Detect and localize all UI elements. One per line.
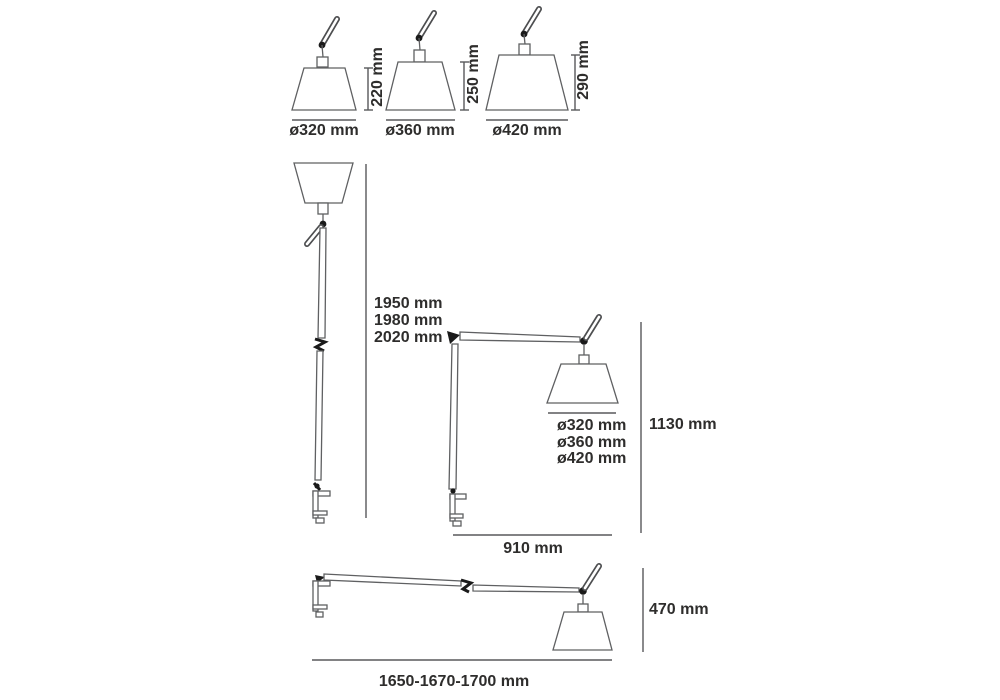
label-shade-360-height: 250 mm [465,44,482,104]
upper-arm [318,228,326,338]
clamp-screw [453,521,461,526]
wrist-joint [450,488,455,493]
shade-neck [578,604,588,612]
shade-360-drawing [386,13,469,120]
first-arm [324,574,461,586]
label-floor-height-option-2: 1980 mm [374,312,443,329]
shade-cone [386,62,455,110]
label-floor-height-option-3: 2020 mm [374,329,443,346]
label-shade-320-diameter: ø320 mm [289,122,359,139]
label-table-shade-diameter-2: ø360 mm [557,434,627,451]
clamp-foot [313,511,327,515]
shade-neck [318,203,328,214]
label-shade-320-height: 220 mm [369,47,386,107]
elbow-joint [461,580,471,592]
label-table-reach: 910 mm [503,540,563,557]
clamp-screw [316,612,323,617]
label-shade-420-diameter: ø420 mm [492,122,562,139]
clamp-foot [450,514,463,518]
extended-version-drawing [312,566,643,660]
shade-320-drawing [292,19,373,120]
floor-version-drawing [294,163,366,523]
label-floor-height-option-1: 1950 mm [374,295,443,312]
shade-cone [553,612,612,650]
label-shade-420-height: 290 mm [575,40,592,100]
shade-neck [317,57,328,67]
shade-cone-inverted [294,163,353,203]
shade-neck [519,44,530,55]
horizontal-arm [460,332,580,342]
second-arm [473,585,579,592]
clamp-foot [313,605,327,609]
label-table-shade-diameter-3: ø420 mm [557,450,627,467]
lower-arm [315,351,323,480]
elbow-joint [315,339,325,351]
shade-cone [486,55,568,110]
label-extended-reach: 1650-1670-1700 mm [378,673,530,690]
label-shade-360-diameter: ø360 mm [385,122,455,139]
clamp-screw [316,518,324,523]
shade-neck [579,355,589,364]
shade-cone [547,364,618,403]
elbow-joint [447,331,460,344]
label-extended-head-height: 470 mm [649,601,709,618]
label-table-overall-height: 1130 mm [649,416,717,433]
shade-420-drawing [486,9,580,120]
shade-cone [292,68,356,110]
shade-neck [414,50,425,62]
vertical-arm [449,344,458,489]
label-table-shade-diameter-1: ø320 mm [557,417,627,434]
